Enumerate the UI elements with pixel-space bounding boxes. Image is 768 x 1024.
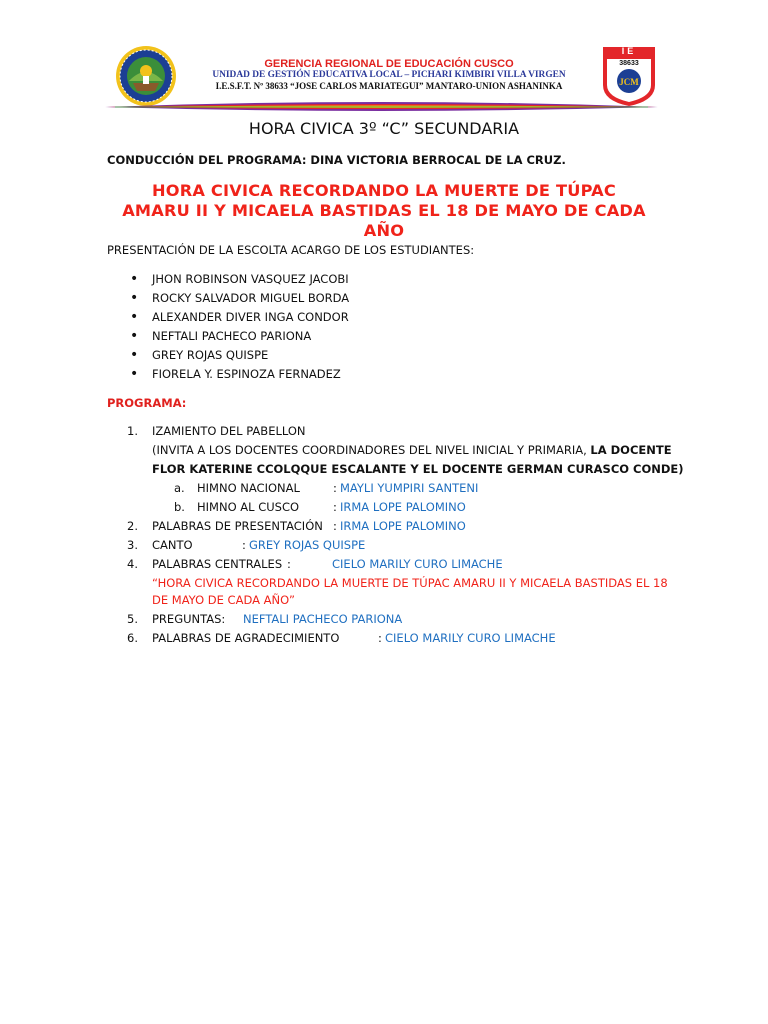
- item-label: PREGUNTAS:: [152, 612, 226, 626]
- program-item-1: [107, 422, 662, 441]
- ugel-logo-icon: [115, 45, 177, 107]
- quote-line-2: DE MAYO DE CADA AÑO”: [152, 593, 295, 607]
- subitem-separator: :: [333, 481, 337, 495]
- item-separator: :: [333, 519, 337, 533]
- item-person: CIELO MARILY CURO LIMACHE: [385, 631, 556, 645]
- item-text: IZAMIENTO DEL PABELLON: [152, 424, 306, 438]
- item-label: PALABRAS DE AGRADECIMIENTO: [152, 631, 340, 645]
- subitem-person: IRMA LOPE PALOMINO: [340, 500, 466, 514]
- subitem-label: HIMNO AL CUSCO: [197, 500, 300, 514]
- escort-intro: PRESENTACIÓN DE LA ESCOLTA ACARGO DE LOS ESTUDIANTES:: [107, 243, 475, 257]
- school-logo: [600, 45, 658, 107]
- header-line-1: GERENCIA REGIONAL DE EDUCACIÓN CUSCO: [264, 58, 514, 70]
- escort-list: [130, 270, 349, 384]
- page-title: HORA CIVICA 3º “C” SECUNDARIA: [248, 119, 520, 138]
- program-item-3: [107, 536, 662, 555]
- program-item-5: [107, 610, 662, 629]
- program-item-4: [107, 555, 662, 574]
- program-item-2: [107, 517, 662, 536]
- note-plain: (INVITA A LOS DOCENTES COORDINADORES DEL NIVEL INICIAL Y PRIMARIA,: [152, 443, 587, 457]
- item-number: 4.: [127, 557, 138, 571]
- decorative-band: [105, 100, 658, 114]
- subtitle-line-1: HORA CIVICA RECORDANDO LA MUERTE DE TÚPAC: [152, 181, 616, 200]
- program-list: [107, 422, 684, 648]
- subitem-letter: b.: [174, 500, 185, 514]
- list-item: • NEFTALI PACHECO PARIONA: [130, 327, 349, 346]
- subitem-letter: a.: [174, 481, 185, 495]
- header-line-3: I.E.S.F.T. Nº 38633 “JOSE CARLOS MARIATEGUI” MANTARO-UNION ASHANINKA: [215, 81, 563, 91]
- program-subitem-a: [107, 479, 662, 498]
- letterhead: [105, 45, 658, 113]
- item-number: 6.: [127, 631, 138, 645]
- event-subtitle: [107, 181, 661, 241]
- item-person: CIELO MARILY CURO LIMACHE: [332, 557, 503, 571]
- item-number: 5.: [127, 612, 138, 626]
- list-item: • ALEXANDER DIVER INGA CONDOR: [130, 308, 349, 327]
- list-item: • GREY ROJAS QUISPE: [130, 346, 349, 365]
- list-item: • JHON ROBINSON VASQUEZ JACOBI: [130, 270, 349, 289]
- item-label: PALABRAS DE PRESENTACIÓN: [152, 519, 323, 533]
- item-separator: :: [242, 538, 246, 552]
- subitem-separator: :: [333, 500, 337, 514]
- subtitle-line-2: AMARU II Y MICAELA BASTIDAS EL 18 DE MAYO DE CADA: [122, 201, 646, 220]
- list-item: • ROCKY SALVADOR MIGUEL BORDA: [130, 289, 349, 308]
- program-item-4-quote-cont: [107, 591, 662, 610]
- item-number: 2.: [127, 519, 138, 533]
- school-logo-number: 38633: [619, 60, 639, 67]
- program-heading: PROGRAMA:: [107, 396, 187, 410]
- quote-line-1: “HORA CIVICA RECORDANDO LA MUERTE DE TÚPAC AMARU II Y MICAELA BASTIDAS EL 18: [152, 576, 668, 590]
- header-line-2: UNIDAD DE GESTIÓN EDUCATIVA LOCAL – PICHARI KIMBIRI VILLA VIRGEN: [212, 70, 566, 80]
- list-item: • FIORELA Y. ESPINOZA FERNADEZ: [130, 365, 349, 384]
- item-separator: :: [378, 631, 382, 645]
- program-host: CONDUCCIÓN DEL PROGRAMA: DINA VICTORIA BERROCAL DE LA CRUZ.: [107, 153, 566, 167]
- subitem-label: HIMNO NACIONAL: [197, 481, 300, 495]
- subitem-person: MAYLI YUMPIRI SANTENI: [340, 481, 479, 495]
- svg-text:JCM: JCM: [619, 77, 639, 87]
- item-label: PALABRAS CENTRALES: [152, 557, 283, 571]
- program-item-1-note: [107, 441, 672, 460]
- program-subitem-b: [107, 498, 662, 517]
- item-label: CANTO: [152, 538, 193, 552]
- program-item-6: [107, 629, 662, 648]
- note-bold: LA DOCENTE: [590, 443, 672, 457]
- item-person: GREY ROJAS QUISPE: [249, 538, 366, 552]
- item-number: 1.: [127, 424, 138, 438]
- school-logo-top-text: IE: [621, 46, 637, 56]
- item-person: IRMA LOPE PALOMINO: [340, 519, 466, 533]
- program-item-1-note-cont: [107, 460, 684, 479]
- note-bold-cont: FLOR KATERINE CCOLQQUE ESCALANTE Y EL DOCENTE GERMAN CURASCO CONDE): [152, 462, 684, 476]
- item-separator: :: [287, 557, 291, 571]
- subtitle-line-3: AÑO: [363, 221, 405, 240]
- item-person: NEFTALI PACHECO PARIONA: [243, 612, 403, 626]
- item-number: 3.: [127, 538, 138, 552]
